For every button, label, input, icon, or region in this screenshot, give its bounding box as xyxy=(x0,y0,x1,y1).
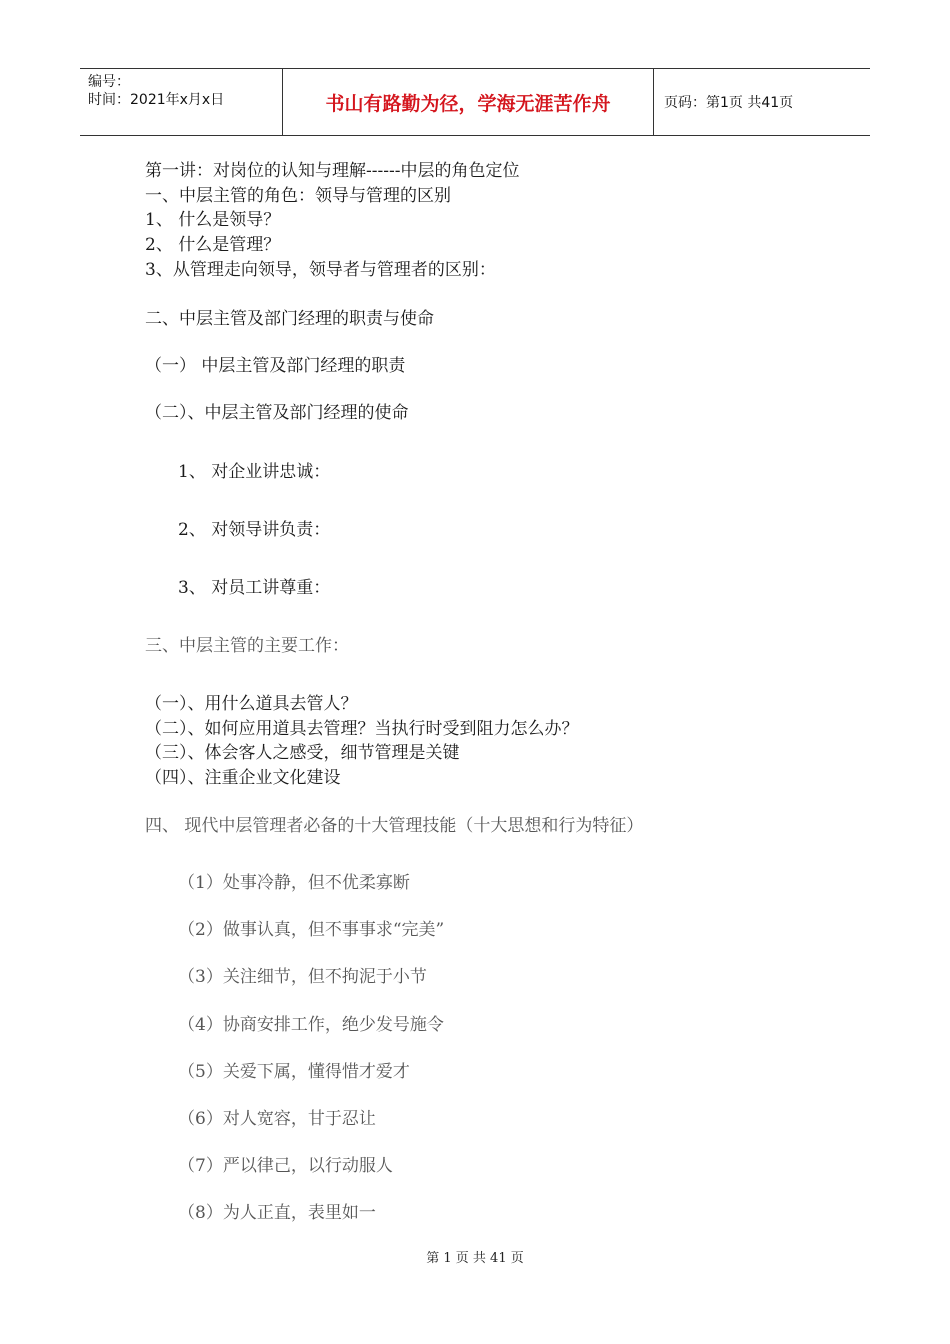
skill-item: （4）协商安排工作，绝少发号施令 xyxy=(178,1015,444,1035)
skill-item: （5）关爱下属，懂得惜才爱才 xyxy=(178,1062,410,1082)
header-meta xyxy=(80,69,282,135)
list-item: （一）、用什么道具去管人？ xyxy=(145,694,358,714)
list-item: 1、 什么是领导？ xyxy=(145,210,281,230)
subsection-heading: （二）、中层主管及部门经理的使命 xyxy=(145,403,409,423)
page-header xyxy=(80,68,870,136)
skill-item: （6）对人宽容，甘于忍让 xyxy=(178,1109,376,1129)
list-item: 3、 对员工讲尊重： xyxy=(178,578,331,598)
lecture-title: 第一讲：对岗位的认知与理解------中层的角色定位 xyxy=(145,161,520,181)
skill-item: （7）严以律己，以行动服人 xyxy=(178,1156,393,1176)
date-label: 时间：2021年x月x日 xyxy=(88,92,225,108)
section-heading: 二、中层主管及部门经理的职责与使命 xyxy=(145,309,434,329)
number-label: 编号： xyxy=(88,74,130,90)
list-item: （二）、如何应用道具去管理？当执行时受到阻力怎么办？ xyxy=(145,719,579,739)
skill-item: （8）为人正直，表里如一 xyxy=(178,1203,376,1223)
list-item: （三）、体会客人之感受，细节管理是关键 xyxy=(145,743,460,763)
skill-item: （3）关注细节，但不拘泥于小节 xyxy=(178,967,427,987)
list-item: 2、 对领导讲负责： xyxy=(178,520,331,540)
list-item: （四）、注重企业文化建设 xyxy=(145,768,341,788)
list-item: 2、 什么是管理？ xyxy=(145,235,281,255)
page-footer: 第 1 页 共 41 页 xyxy=(426,1251,524,1266)
section-heading: 四、 现代中层管理者必备的十大管理技能（十大思想和行为特征） xyxy=(145,816,644,836)
skill-item: （2）做事认真，但不事事求“完美” xyxy=(178,920,445,940)
section-heading: 三、中层主管的主要工作： xyxy=(145,636,349,656)
section-heading: 一、中层主管的角色：领导与管理的区别 xyxy=(145,186,451,206)
skill-item: （1）处事冷静，但不优柔寡断 xyxy=(178,873,410,893)
page-indicator: 页码：第1页 共41页 xyxy=(664,95,794,111)
list-item: 3、从管理走向领导，领导者与管理者的区别： xyxy=(145,260,496,280)
subsection-heading: （一） 中层主管及部门经理的职责 xyxy=(145,356,406,376)
motto: 书山有路勤为径，学海无涯苦作舟 xyxy=(282,69,654,135)
list-item: 1、 对企业讲忠诚： xyxy=(178,462,331,482)
